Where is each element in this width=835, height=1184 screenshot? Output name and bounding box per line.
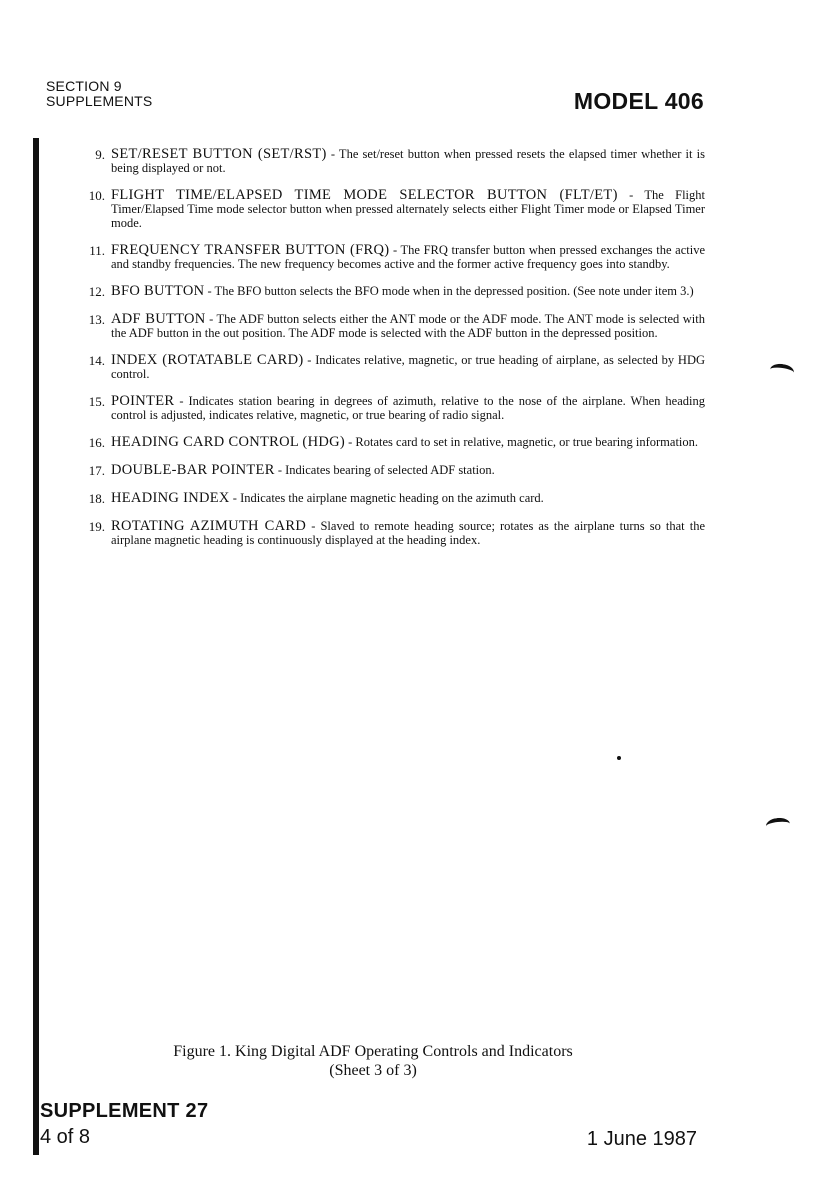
list-item bbox=[70, 188, 705, 230]
item-description: - Slaved to remote heading source; rotates as the airplane turns so that the airplane magnetic heading is continuously displayed at the heading index. bbox=[111, 519, 705, 547]
item-number: 17. bbox=[88, 463, 105, 478]
item-title: FREQUENCY TRANSFER BUTTON (FRQ) bbox=[111, 242, 390, 258]
list-item bbox=[70, 491, 705, 506]
list-item bbox=[70, 435, 705, 450]
item-description: - Indicates the airplane magnetic heading on the azimuth card. bbox=[232, 491, 544, 505]
item-title: POINTER bbox=[111, 393, 175, 409]
item-description: - Indicates bearing of selected ADF station. bbox=[277, 463, 495, 477]
margin-mark bbox=[769, 362, 795, 379]
subsection-label: SUPPLEMENTS bbox=[46, 93, 153, 109]
item-title: BFO BUTTON bbox=[111, 283, 205, 299]
list-item bbox=[70, 394, 705, 422]
list-item bbox=[70, 463, 705, 478]
caption-title: Figure 1. King Digital ADF Operating Controls and Indicators bbox=[173, 1043, 573, 1060]
list-item bbox=[70, 284, 705, 299]
item-description: - The BFO button selects the BFO mode when in the depressed position. (See note under item 3.) bbox=[207, 284, 694, 298]
item-description: - The Flight Timer/Elapsed Time mode selector button when pressed alternately selects either Flight Timer mode or Elapsed Timer mode. bbox=[111, 188, 705, 230]
caption-sheet: (Sheet 3 of 3) bbox=[329, 1062, 417, 1079]
item-title: ADF BUTTON bbox=[111, 311, 206, 327]
item-description: - The ADF button selects either the ANT mode or the ADF mode. The ANT mode is selected with the ADF button in the out position. The ADF mode is selected with the ADF button in the depressed position. bbox=[111, 312, 706, 340]
item-description: - The FRQ transfer button when pressed exchanges the active and standby frequencies. The new frequency becomes active and the former active frequency goes into standby. bbox=[111, 243, 705, 271]
item-description: - Indicates relative, magnetic, or true heading of airplane, as selected by HDG control. bbox=[111, 353, 706, 381]
item-title: SET/RESET BUTTON (SET/RST) bbox=[111, 146, 327, 162]
item-title: INDEX (ROTATABLE CARD) bbox=[111, 352, 304, 368]
item-number: 10. bbox=[88, 188, 105, 203]
item-number: 15. bbox=[88, 394, 105, 409]
item-number: 11. bbox=[89, 243, 105, 258]
page-number: 4 of 8 bbox=[40, 1126, 91, 1148]
item-number: 19. bbox=[88, 519, 105, 534]
item-description: - The set/reset button when pressed resets the elapsed timer whether it is being displayed or not. bbox=[111, 147, 706, 175]
item-description: - Rotates card to set in relative, magnetic, or true bearing information. bbox=[348, 435, 699, 449]
item-description: - Indicates station bearing in degrees of azimuth, relative to the nose of the airplane. When heading control is adjusted, indicates relative, magnetic, or true bearing of radio signal. bbox=[111, 394, 705, 422]
section-label: SECTION 9 bbox=[46, 78, 122, 94]
item-number: 9. bbox=[95, 147, 105, 162]
item-title: HEADING INDEX bbox=[111, 490, 230, 506]
item-number: 14. bbox=[88, 353, 105, 368]
item-number: 13. bbox=[88, 312, 105, 327]
item-title: ROTATING AZIMUTH CARD bbox=[111, 518, 307, 534]
item-number: 18. bbox=[88, 491, 105, 506]
list-item bbox=[70, 353, 705, 381]
margin-mark bbox=[765, 817, 790, 833]
model-title: MODEL 406 bbox=[573, 88, 704, 114]
figure-caption bbox=[118, 1042, 628, 1080]
item-title: DOUBLE-BAR POINTER bbox=[111, 462, 275, 478]
list-item bbox=[70, 243, 705, 271]
item-number: 12. bbox=[88, 284, 105, 299]
revision-date: 1 June 1987 bbox=[586, 1128, 697, 1150]
revision-bar bbox=[33, 138, 39, 1155]
scan-speck bbox=[617, 756, 621, 760]
item-number: 16. bbox=[88, 435, 105, 450]
item-title: FLIGHT TIME/ELAPSED TIME MODE SELECTOR BUTTON (FLT/ET) bbox=[111, 187, 618, 203]
item-list bbox=[70, 147, 705, 560]
supplement-label: SUPPLEMENT 27 bbox=[40, 1100, 209, 1122]
list-item bbox=[70, 147, 705, 175]
list-item bbox=[70, 312, 705, 340]
list-item bbox=[70, 519, 705, 547]
section-header bbox=[46, 79, 152, 109]
item-title: HEADING CARD CONTROL (HDG) bbox=[111, 434, 346, 450]
